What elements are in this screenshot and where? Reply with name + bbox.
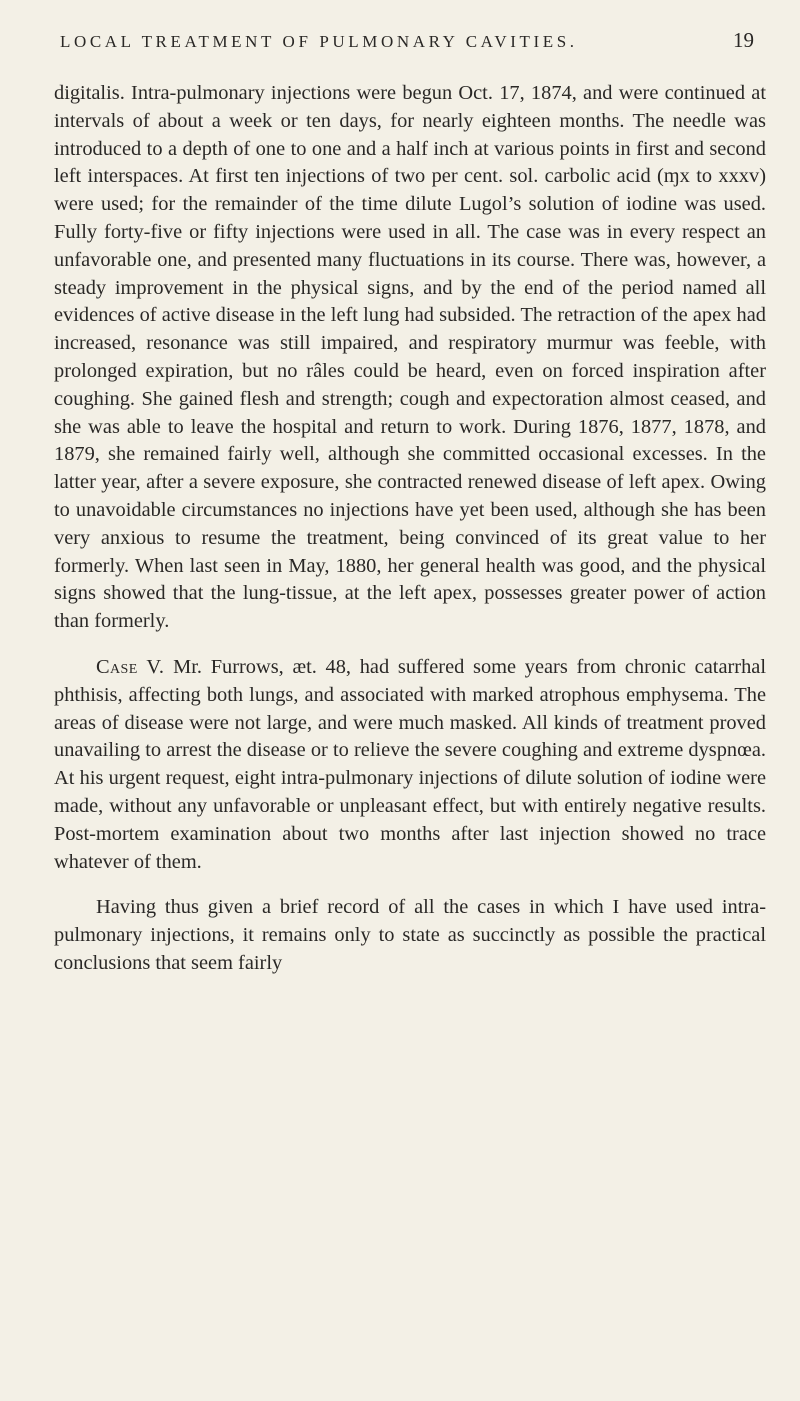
page-number: 19 (733, 28, 754, 52)
paragraph-case-iv-continuation: digitalis. Intra-pulmonary injections were begun Oct. 17, 1874, and were continued at intervals of about a week or ten days, for nearly eighteen months. The needle was introduced to a depth of one to one and a half inch at various points in first and second left interspaces. At first ten injections of two per cent. sol. carbolic acid (ɱx to xxxv) were used; for the remainder of the time dilute Lugol’s solution of iodine was used. Fully forty-five or fifty injections were used in all. The case was in every respect an unfavorable one, and presented many fluctuations in its course. There was, however, a steady improvement in the physical signs, and by the end of the period named all evidences of active disease in the left lung had subsided. The retraction of the apex had increased, resonance was still impaired, and respiratory murmur was feeble, with prolonged expiration, but no râles could be heard, even on forced inspiration after coughing. She gained flesh and strength; cough and expectoration almost ceased, and she was able to leave the hospital and return to work. During 1876, 1877, 1878, and 1879, she remained fairly well, although she committed occasional excesses. In the latter year, after a severe exposure, she contracted renewed disease of left apex. Owing to unavoidable circumstances no injections have yet been used, although she has been very anxious to resume the treatment, being convinced of its great value to her formerly. When last seen in May, 1880, her general health was good, and the physical signs showed that the lung-tissue, at the left apex, possesses greater power of action than formerly. (54, 82, 766, 633)
running-title: LOCAL TREATMENT OF PULMONARY CAVITIES. (60, 32, 578, 51)
case-v-heading: Case V. (96, 655, 165, 678)
running-head (54, 28, 766, 62)
paragraph-conclusions-intro: Having thus given a brief record of all the cases in which I have used intra-pulmonary injections, it remains only to state as succinctly as possible the practical conclusions that seem fairly (54, 896, 766, 974)
paragraph-case-v (54, 654, 766, 876)
case-v-text: Mr. Furrows, æt. 48, had suffered some years from chronic catarrhal phthisis, affecting both lungs, and associated with marked atrophous emphysema. The areas of disease were not large, and were much masked. All kinds of treatment proved unavailing to arrest the disease or to relieve the severe coughing and extreme dyspnœa. At his urgent request, eight intra-pulmonary injections of dilute solution of iodine were made, without any unfavorable or unpleasant effect, but with entirely negative results. Post-mortem examination about two months after last injection showed no trace whatever of them. (54, 655, 766, 873)
